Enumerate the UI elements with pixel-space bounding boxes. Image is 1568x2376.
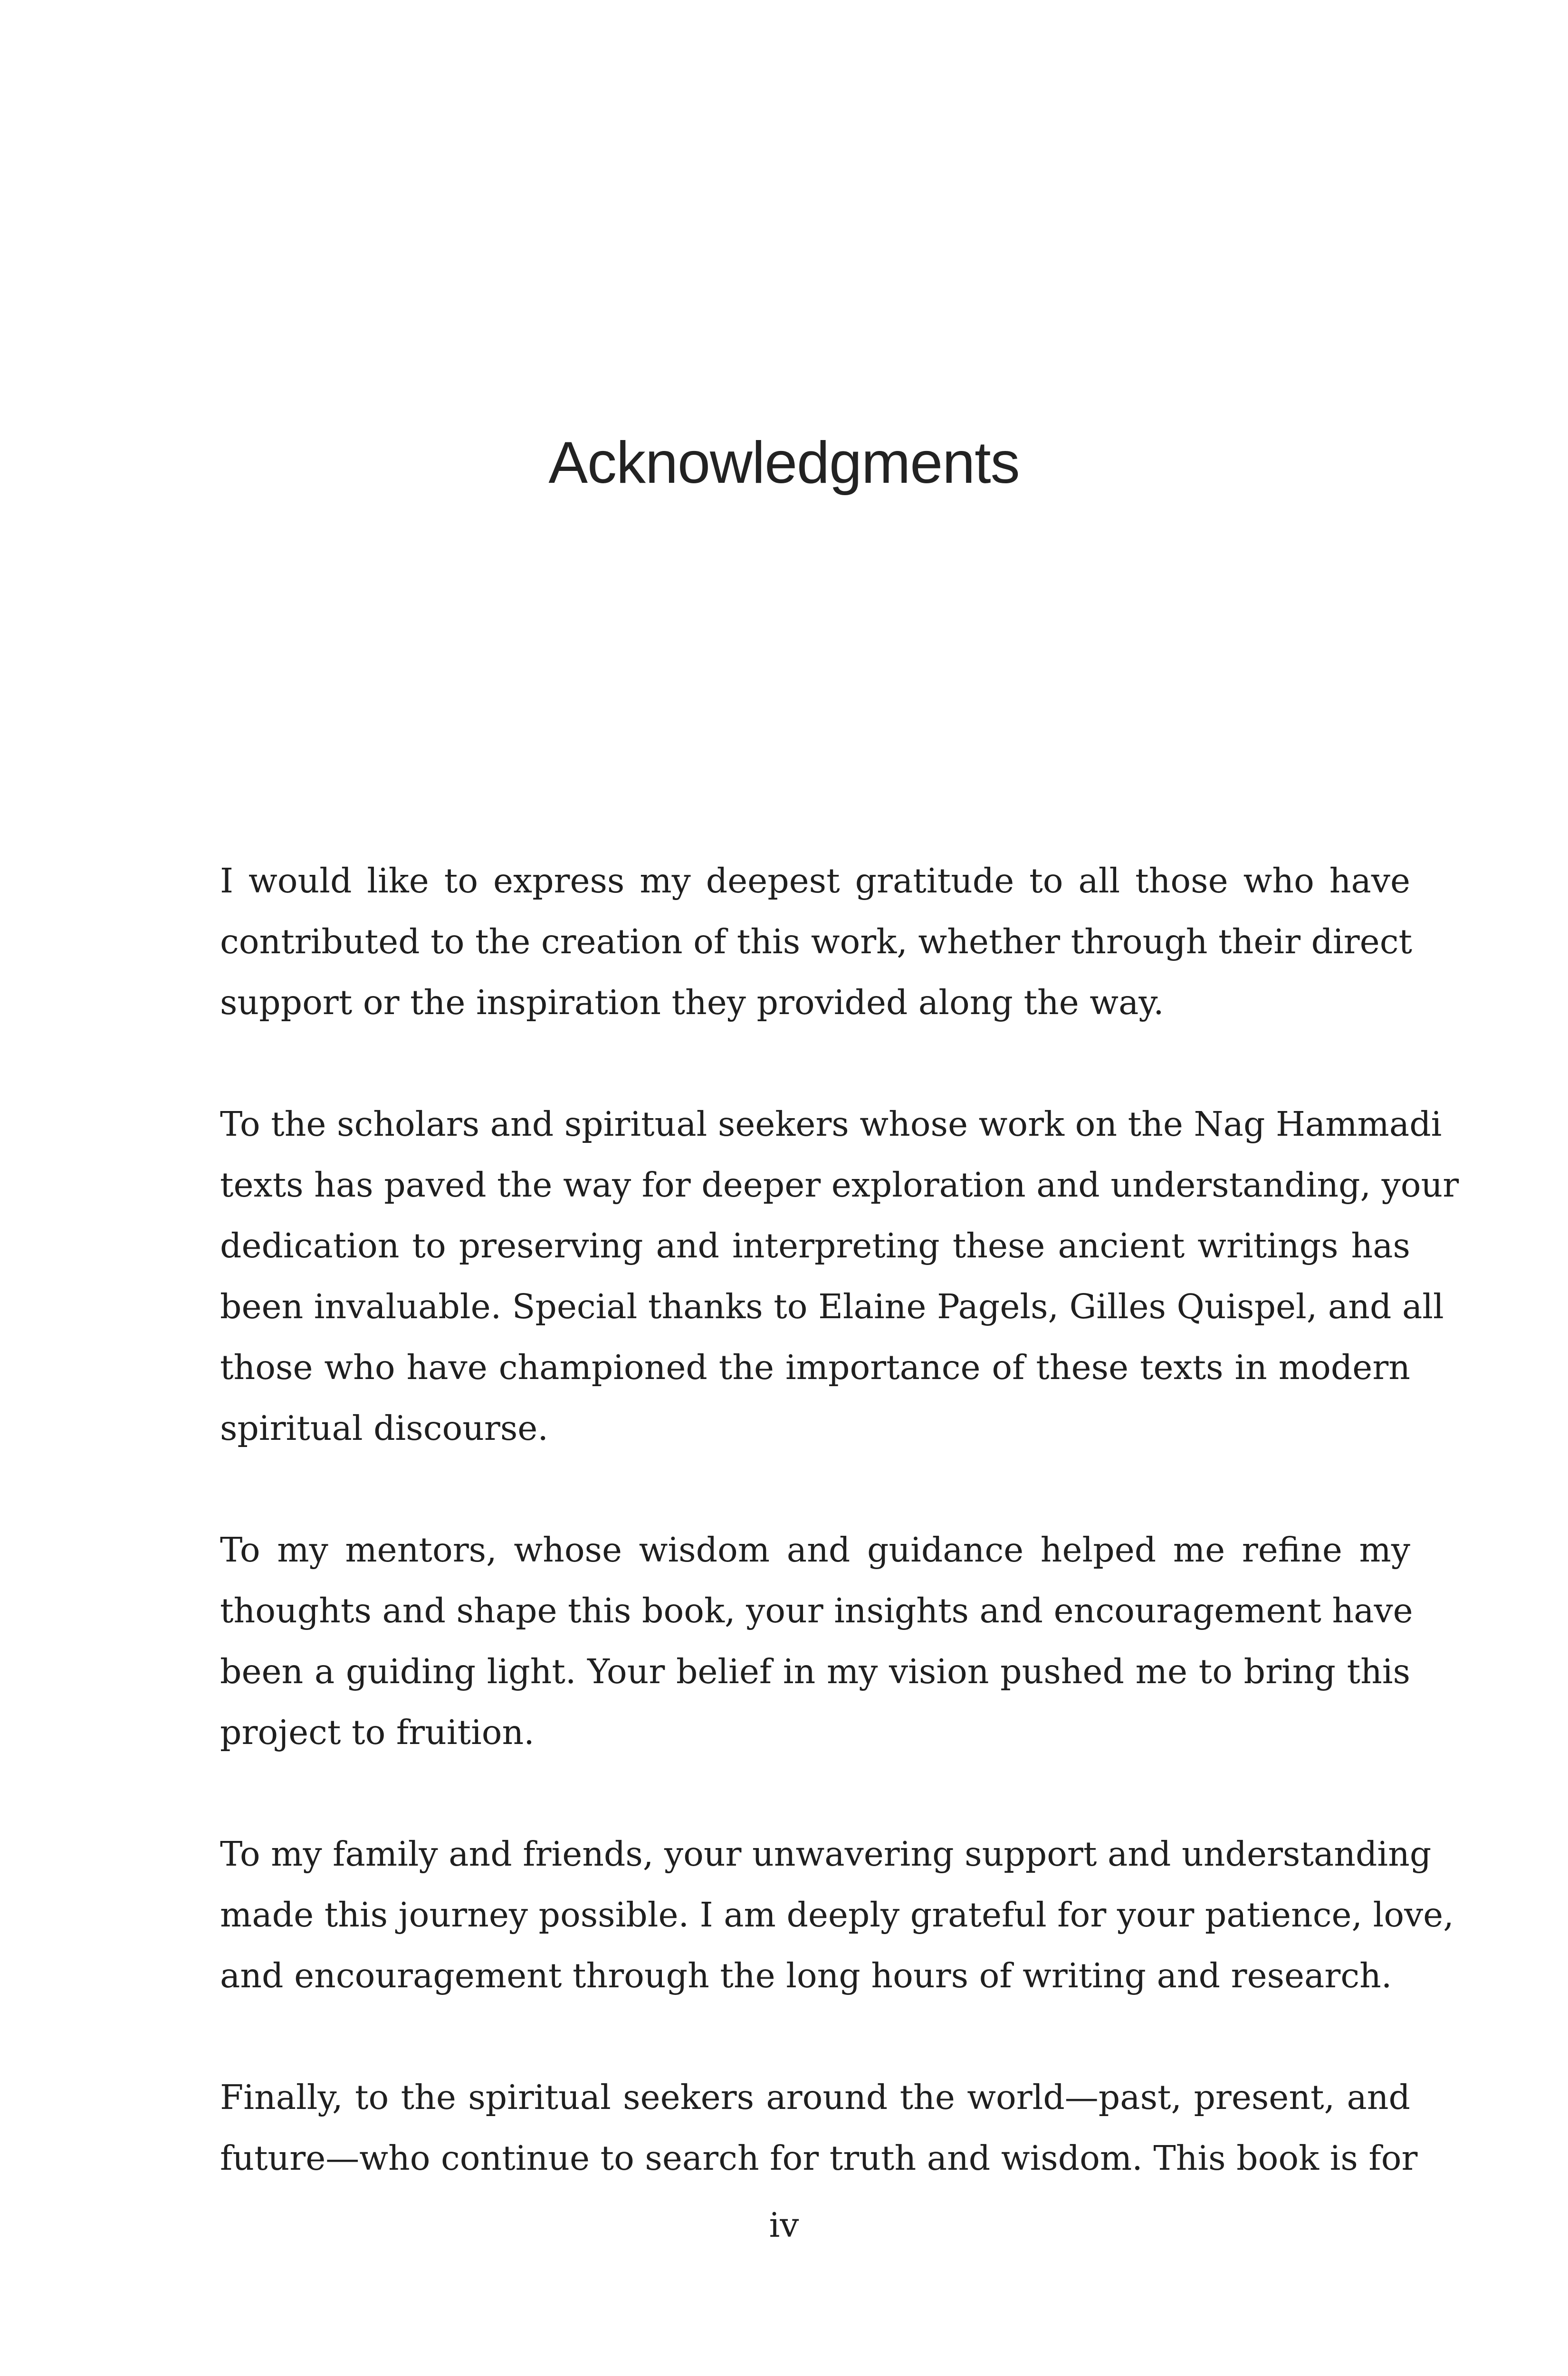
text-line: thoughts and shape this book, your insights and encouragement have (220, 1591, 1413, 1630)
text-line: contributed to the creation of this work, whether through their direct (220, 922, 1412, 961)
text-line: spiritual discourse. (220, 1408, 548, 1448)
page-title: Acknowledgments (548, 430, 1020, 496)
text-line: and encouragement through the long hours of writing and research. (220, 1956, 1392, 1995)
text-line: those who have championed the importance of these texts in modern (220, 1348, 1410, 1387)
text-line: dedication to preserving and interpreting these ancient writings has (220, 1226, 1410, 1265)
text-line: To my family and friends, your unwavering support and understanding (220, 1834, 1432, 1874)
paragraph-2 (220, 1094, 1459, 1459)
text-line: Finally, to the spiritual seekers around the world—past, present, and (220, 2078, 1410, 2117)
text-line: future—who continue to search for truth and wisdom. This book is for (220, 2138, 1418, 2178)
text-line: support or the inspiration they provided along the way. (220, 983, 1164, 1022)
acknowledgments-body (220, 851, 1459, 2189)
paragraph-1 (220, 851, 1410, 1033)
paragraph-5 (220, 2067, 1418, 2189)
paragraph-3 (220, 1520, 1413, 1763)
text-line: project to fruition. (220, 1713, 535, 1752)
text-line: To my mentors, whose wisdom and guidance helped me refine my (220, 1530, 1410, 1570)
text-line: been invaluable. Special thanks to Elaine Pagels, Gilles Quispel, and all (220, 1287, 1444, 1326)
page-number: iv (769, 2205, 799, 2245)
text-line: To the scholars and spiritual seekers whose work on the Nag Hammadi (220, 1104, 1442, 1144)
text-line: been a guiding light. Your belief in my vision pushed me to bring this (220, 1652, 1410, 1691)
text-line: made this journey possible. I am deeply grateful for your patience, love, (220, 1895, 1454, 1935)
paragraph-4 (220, 1824, 1454, 2006)
text-line: I would like to express my deepest gratitude to all those who have (220, 861, 1410, 901)
text-line: texts has paved the way for deeper exploration and understanding, your (220, 1165, 1459, 1205)
